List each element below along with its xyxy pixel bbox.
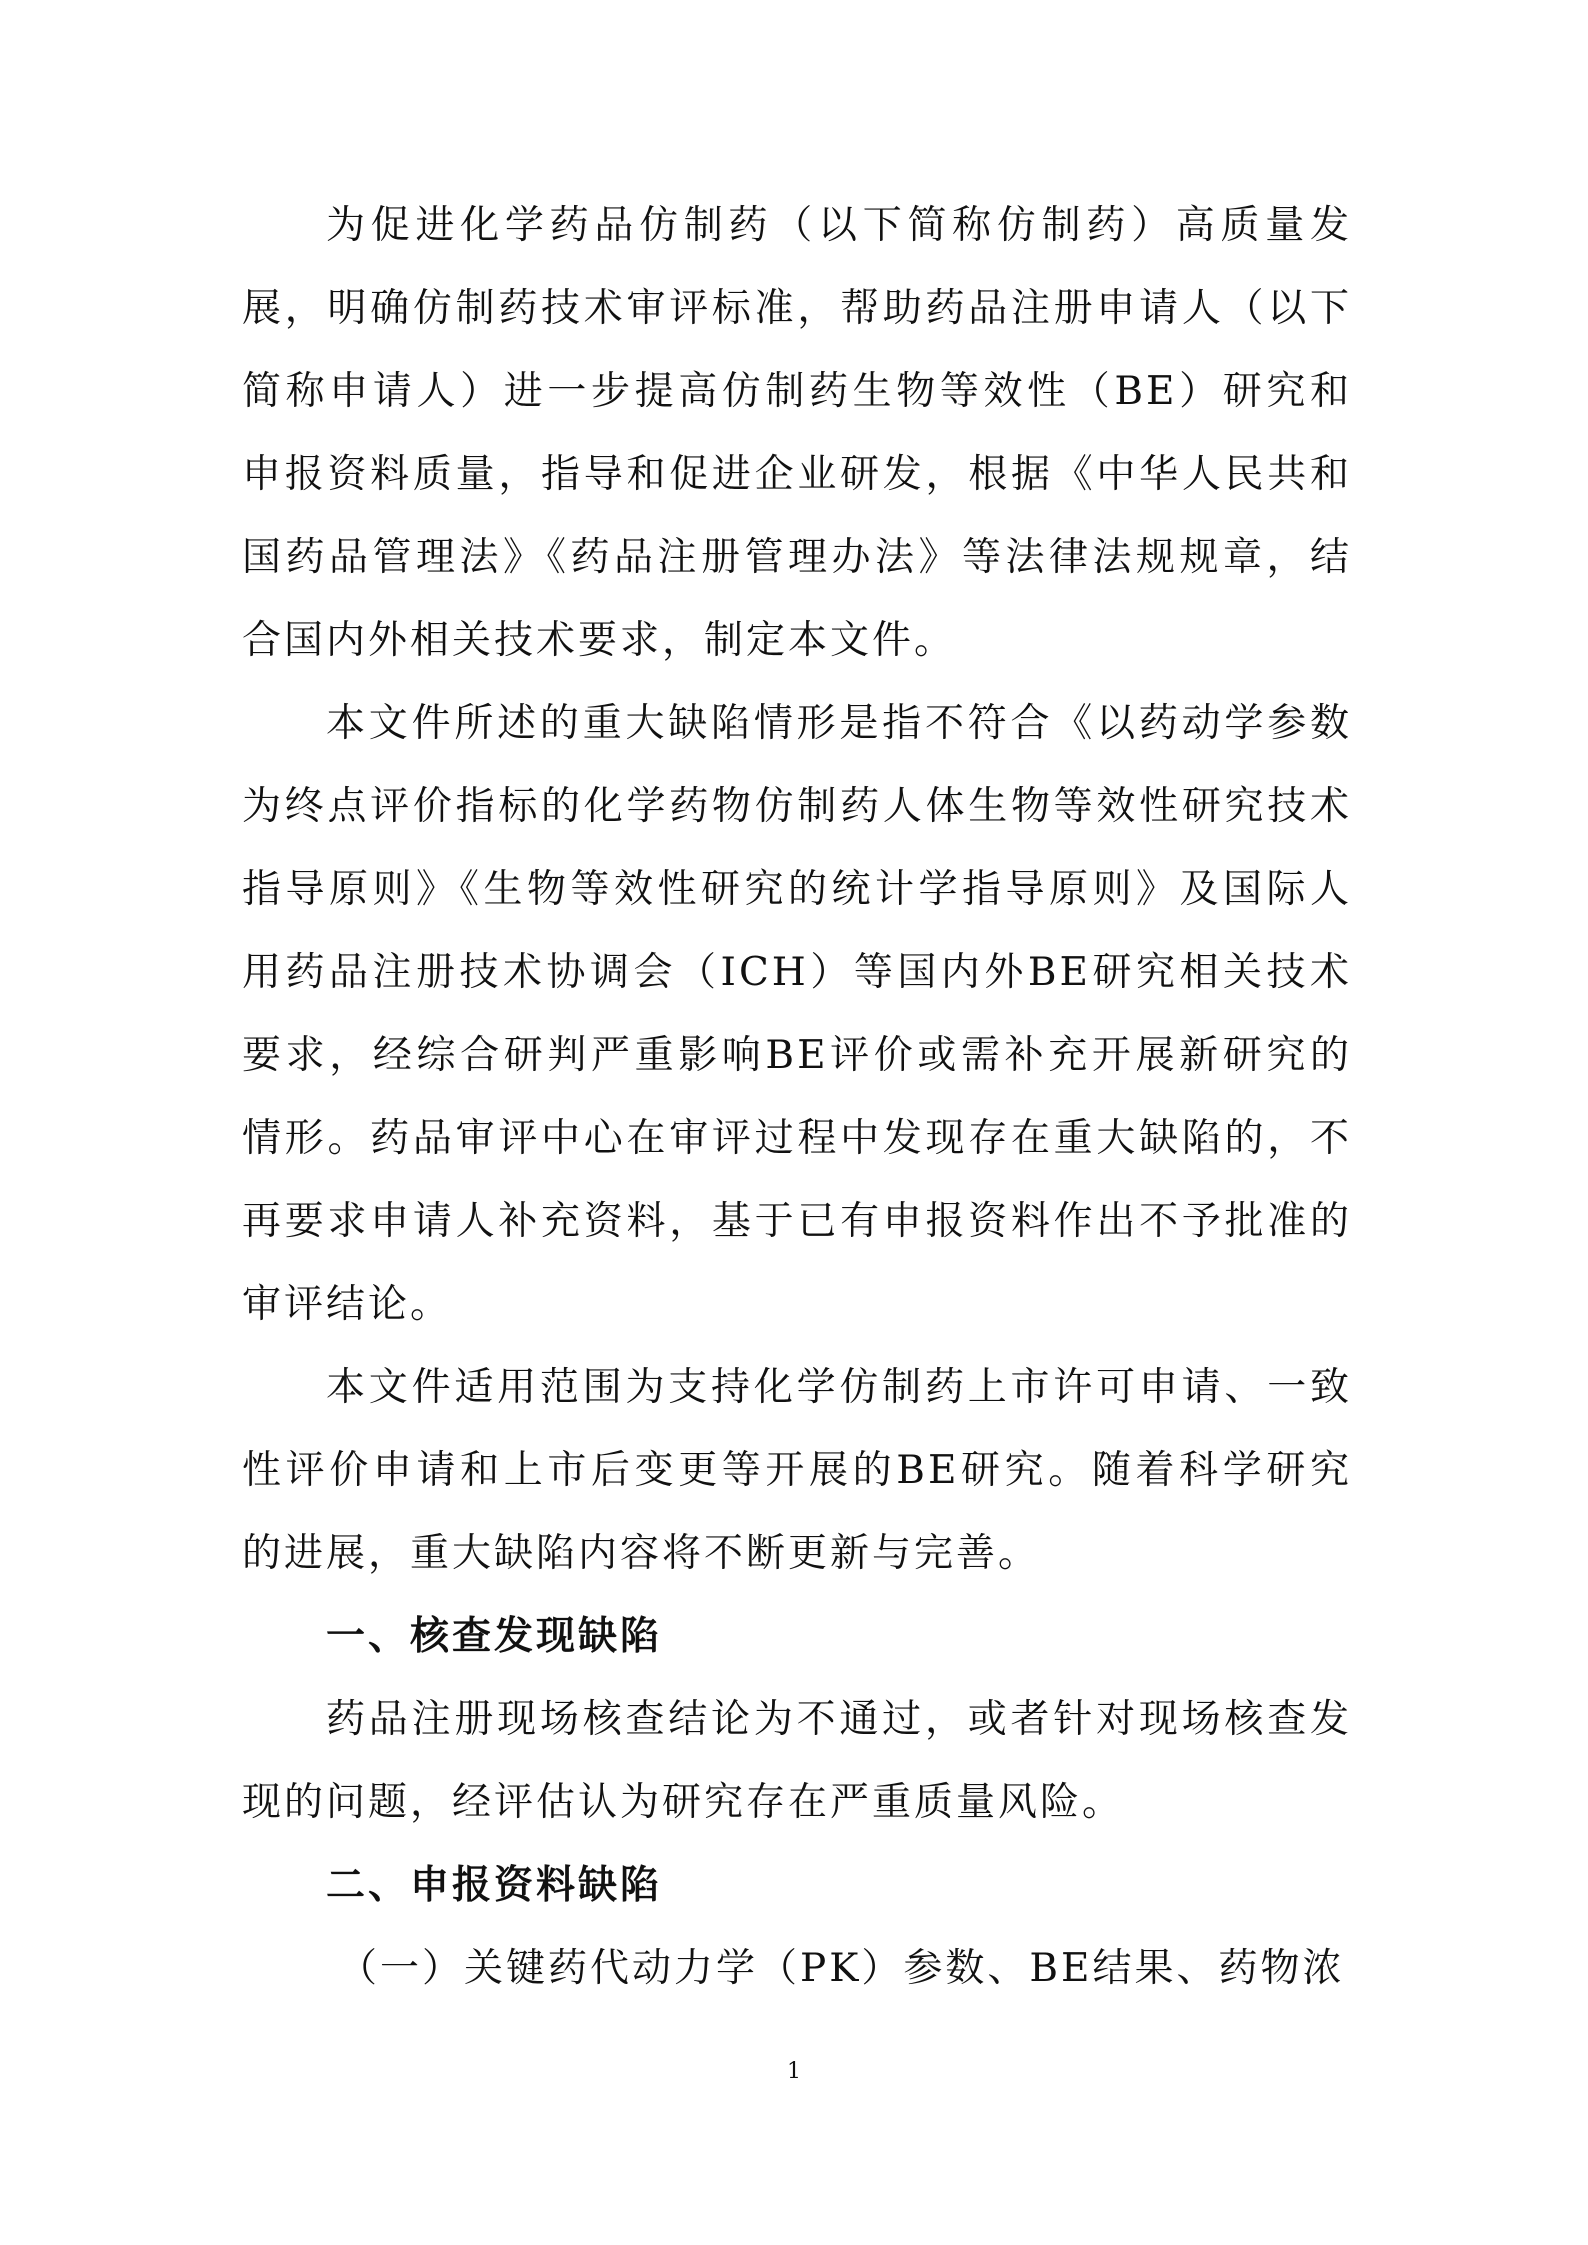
intro-paragraph-definition: 本文件所述的重大缺陷情形是指不符合《以药动学参数为终点评价指标的化学药物仿制药人体生物等效性研究技术指导原则》《生物等效性研究的统计学指导原则》及国际人用药品注册技术协调会（ICH）等国内外BE研究相关技术要求，经综合研判严重影响BE评价或需补充开展新研究的情形。药品审评中心在审评过程中发现存在重大缺陷的，不再要求申请人补充资料，基于已有申报资料作出不予批准的审评结论。 (242, 701, 1352, 1327)
section-paragraph-inspection-defects: 药品注册现场核查结论为不通过，或者针对现场核查发现的问题，经评估认为研究存在严重质量风险。 (242, 1697, 1352, 1825)
intro-paragraph-scope: 本文件适用范围为支持化学仿制药上市许可申请、一致性评价申请和上市后变更等开展的BE研究。随着科学研究的进展，重大缺陷内容将不断更新与完善。 (242, 1365, 1352, 1576)
intro-paragraph-purpose: 为促进化学药品仿制药（以下简称仿制药）高质量发展，明确仿制药技术审评标准，帮助药品注册申请人（以下简称申请人）进一步提高仿制药生物等效性（BE）研究和申报资料质量，指导和促进企业研发，根据《中华人民共和国药品管理法》《药品注册管理办法》等法律法规规章，结合国内外相关技术要求，制定本文件。 (242, 203, 1352, 663)
section-heading-submission-defects: 二、申报资料缺陷 (326, 1863, 663, 1908)
section-heading-inspection-defects: 一、核查发现缺陷 (326, 1614, 663, 1659)
document-body (242, 184, 1352, 2010)
page-number: 1 (787, 2059, 801, 2084)
subsection-heading-pk-parameters: （一）关键药代动力学（PK）参数、BE结果、药物浓 (338, 1946, 1345, 1991)
